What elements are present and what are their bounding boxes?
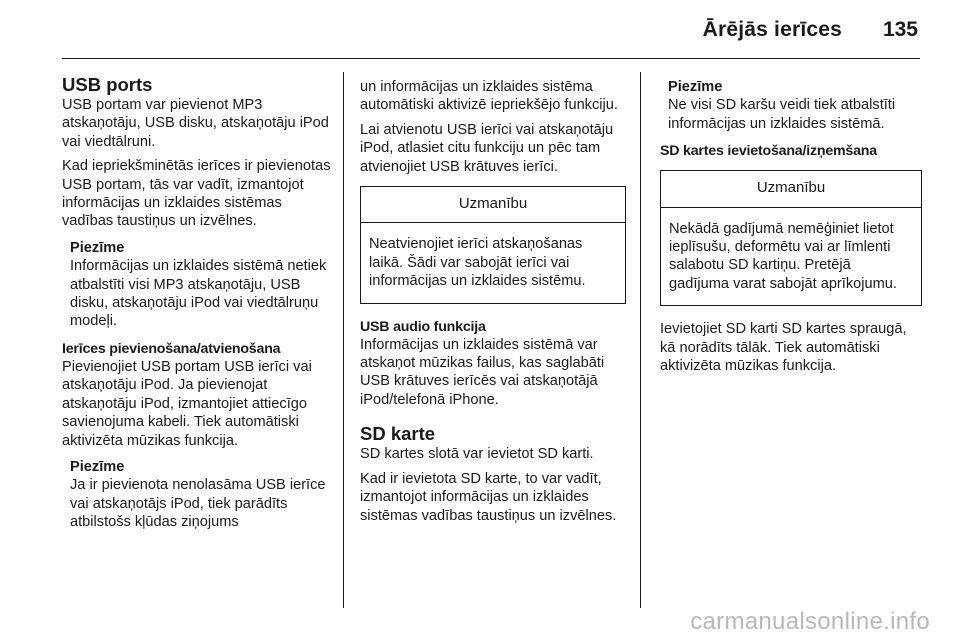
subheading-usb-audio: USB audio funkcija (360, 318, 486, 335)
note-title: Piezīme (668, 79, 723, 95)
column-divider-1 (343, 72, 344, 608)
note-box (668, 78, 922, 133)
column-1 (62, 74, 332, 540)
paragraph: Ievietojiet SD karti SD kartes spraugā, kā norādīts tālāk. Tiek automātiski aktivizēta mūzikas funkcija. (660, 321, 907, 375)
note-title: Piezīme (70, 239, 125, 256)
paragraph: Pievienojiet USB portam USB ierīci vai atskaņotāju iPod. Ja pievienojat atskaņotāju iPod, izmantojiet attiecīgo savienojuma kabeli. Tiek automātiski aktivizēta mūzikas funkcija. (62, 358, 312, 449)
caution-title: Uzmanību (661, 171, 921, 207)
paragraph: un informācijas un izklaides sistēma automātiski aktivizē iepriekšējo funkciju. (360, 79, 618, 114)
note-text: Informācijas un izklaides sistēmā netiek atbalstīti visi MP3 atskaņotāju, USB disku, atskaņotāju iPod vai viedtālruņu modeļi. (70, 258, 327, 330)
note-box (70, 458, 332, 532)
note-text: Ja ir pievienota nenolasāma USB ierīce vai atskaņotājs iPod, tiek parādīts atbilstošs kļūdas ziņojums (70, 477, 326, 531)
note-title: Piezīme (70, 458, 125, 475)
column-2 (360, 78, 626, 531)
column-3 (660, 78, 922, 381)
paragraph: Informācijas un izklaides sistēmā var atskaņot mūzikas failus, kas saglabāti USB krātuves ierīcēs vai atskaņotājā iPod/telefonā iPhone. (360, 336, 605, 408)
header-title: Ārējās ierīces (702, 18, 842, 41)
caution-title: Uzmanību (361, 187, 625, 223)
subheading-sd-insert-remove: SD kartes ievietošana/izņemšana (660, 143, 877, 160)
section-title-sd-card: SD karte (360, 423, 436, 445)
subheading-connect-disconnect: Ierīces pievienošana/atvienošana (62, 340, 281, 357)
page-number: 135 (882, 18, 918, 41)
note-box (70, 239, 332, 331)
caution-text: Neatvienojiet ierīci atskaņošanas laikā. Šādi var sabojāt ierīci vai informācijas un izklaides sistēmu. (369, 236, 586, 290)
paragraph: Kad ir ievietota SD karte, to var vadīt, izmantojot informācijas un izklaides sistēmas vadības taustiņus un izvēlnes. (360, 470, 617, 524)
caution-box (360, 186, 626, 304)
paragraph: Kad iepriekšminētās ierīces ir pievienotas USB portam, tās var vadīt, izmantojot informācijas un izklaides sistēmas vadības taustiņus un izvēlnes. (62, 158, 331, 230)
header-divider (62, 58, 920, 59)
paragraph: SD kartes slotā var ievietot SD karti. (360, 446, 594, 463)
caution-text: Nekādā gadījumā nemēģiniet lietot ieplīsušu, deformētu vai ar līmlenti salabotu SD kartiņu. Pretējā gadījuma varat sabojāt aprīkojumu. (669, 220, 897, 292)
caution-box (660, 170, 922, 306)
column-divider-2 (640, 72, 641, 608)
page-header (0, 0, 960, 60)
watermark: carmanualsonline.info (690, 608, 930, 635)
paragraph: USB portam var pievienot MP3 atskaņotāju, USB disku, atskaņotāju iPod vai viedtālruni. (62, 97, 329, 150)
section-title-usb-ports: USB ports (62, 74, 153, 95)
paragraph: Lai atvienotu USB ierīci vai atskaņotāju iPod, atlasiet citu funkciju un pēc tam atvienojiet USB krātuves ierīci. (360, 121, 614, 175)
note-text: Ne visi SD karšu veidi tiek atbalstīti informācijas un izklaides sistēmā. (668, 97, 896, 132)
